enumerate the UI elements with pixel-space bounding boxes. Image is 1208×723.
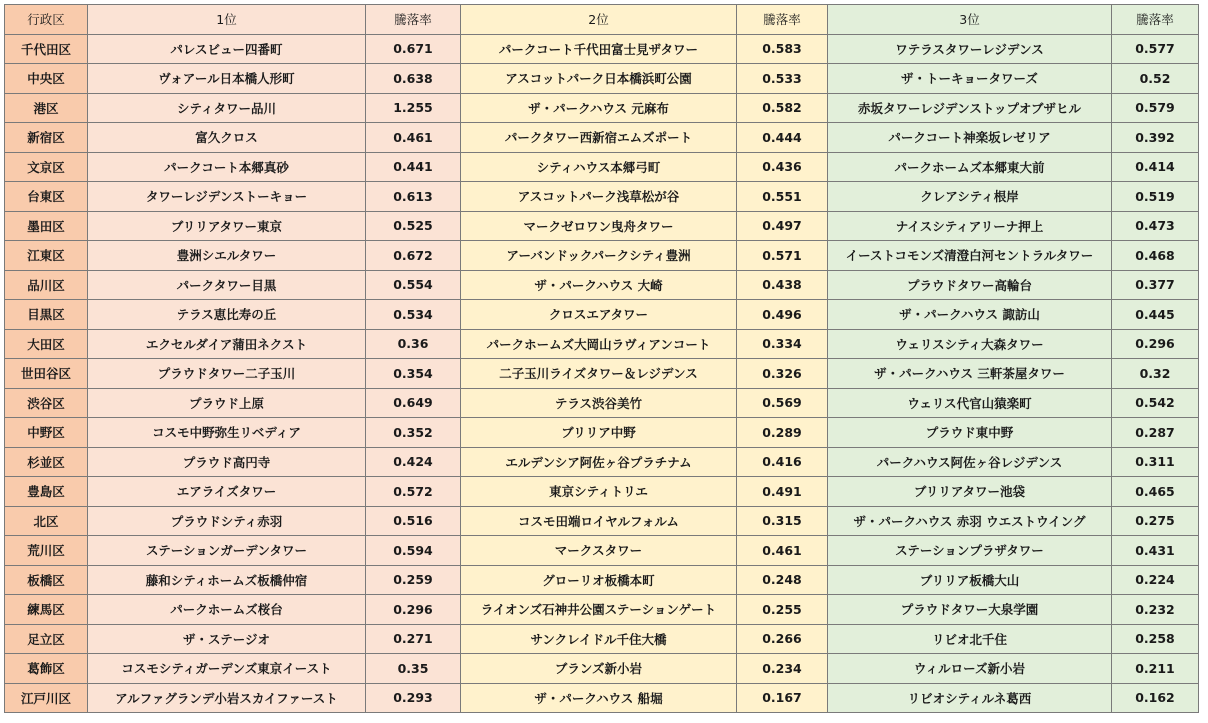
rank1-rate-cell: 0.525 (366, 211, 461, 241)
rank2-name-cell: エルデンシア阿佐ヶ谷プラチナム (461, 447, 737, 477)
rank2-name-cell: 東京シティトリエ (461, 477, 737, 507)
ward-cell: 品川区 (5, 270, 88, 300)
rank1-rate-cell: 0.671 (366, 34, 461, 64)
rank2-rate-cell: 0.255 (737, 595, 828, 625)
table-row (5, 595, 1199, 625)
rank1-rate-cell: 1.255 (366, 93, 461, 123)
rank3-name-cell: クレアシティ根岸 (828, 182, 1112, 212)
table-row (5, 683, 1199, 713)
rank3-rate-cell: 0.275 (1112, 506, 1199, 536)
rank1-name-cell: プラウドシティ赤羽 (88, 506, 366, 536)
rank3-rate-cell: 0.211 (1112, 654, 1199, 684)
rank3-rate-cell: 0.287 (1112, 418, 1199, 448)
table-row (5, 654, 1199, 684)
ward-cell: 江東区 (5, 241, 88, 271)
rank1-name-cell: アルファグランデ小岩スカイファースト (88, 683, 366, 713)
rank1-rate-cell: 0.354 (366, 359, 461, 389)
rank2-name-cell: ブランズ新小岩 (461, 654, 737, 684)
table-row (5, 624, 1199, 654)
table-row (5, 211, 1199, 241)
ward-cell: 足立区 (5, 624, 88, 654)
rank1-rate-cell: 0.672 (366, 241, 461, 271)
rank2-rate-cell: 0.234 (737, 654, 828, 684)
rank3-rate-cell: 0.377 (1112, 270, 1199, 300)
header-rank3: 3位 (828, 5, 1112, 35)
rank2-rate-cell: 0.444 (737, 123, 828, 153)
table-row (5, 152, 1199, 182)
rank3-name-cell: イーストコモンズ清澄白河セントラルタワー (828, 241, 1112, 271)
rank3-rate-cell: 0.542 (1112, 388, 1199, 418)
rank3-name-cell: プラウドタワー大泉学園 (828, 595, 1112, 625)
table-row (5, 536, 1199, 566)
rank3-name-cell: ザ・トーキョータワーズ (828, 64, 1112, 94)
rank2-name-cell: アスコットパーク浅草松が谷 (461, 182, 737, 212)
rank1-rate-cell: 0.424 (366, 447, 461, 477)
rank1-rate-cell: 0.516 (366, 506, 461, 536)
ward-cell: 杉並区 (5, 447, 88, 477)
rank2-rate-cell: 0.551 (737, 182, 828, 212)
ward-cell: 中野区 (5, 418, 88, 448)
rank2-rate-cell: 0.266 (737, 624, 828, 654)
ward-cell: 文京区 (5, 152, 88, 182)
table-row (5, 241, 1199, 271)
ward-cell: 豊島区 (5, 477, 88, 507)
header-rate2: 騰落率 (737, 5, 828, 35)
rank1-name-cell: エアライズタワー (88, 477, 366, 507)
rank1-rate-cell: 0.638 (366, 64, 461, 94)
rank1-name-cell: プラウド高円寺 (88, 447, 366, 477)
rank2-rate-cell: 0.248 (737, 565, 828, 595)
ward-cell: 渋谷区 (5, 388, 88, 418)
rank1-name-cell: ヴォアール日本橋人形町 (88, 64, 366, 94)
rank2-rate-cell: 0.583 (737, 34, 828, 64)
ward-cell: 目黒区 (5, 300, 88, 330)
rank1-rate-cell: 0.441 (366, 152, 461, 182)
rank3-name-cell: ステーションプラザタワー (828, 536, 1112, 566)
rank3-name-cell: ブリリア板橋大山 (828, 565, 1112, 595)
rank2-name-cell: マークスタワー (461, 536, 737, 566)
table-row (5, 477, 1199, 507)
ranking-table (4, 4, 1199, 713)
rank3-name-cell: ワテラスタワーレジデンス (828, 34, 1112, 64)
rank2-name-cell: マークゼロワン曳舟タワー (461, 211, 737, 241)
rank3-name-cell: 赤坂タワーレジデンストップオブザヒル (828, 93, 1112, 123)
ward-cell: 港区 (5, 93, 88, 123)
rank3-rate-cell: 0.162 (1112, 683, 1199, 713)
rank3-rate-cell: 0.414 (1112, 152, 1199, 182)
ward-cell: 台東区 (5, 182, 88, 212)
rank3-rate-cell: 0.468 (1112, 241, 1199, 271)
rank3-rate-cell: 0.519 (1112, 182, 1199, 212)
rank3-name-cell: ブリリアタワー池袋 (828, 477, 1112, 507)
rank1-rate-cell: 0.613 (366, 182, 461, 212)
table-row (5, 418, 1199, 448)
ward-cell: 墨田区 (5, 211, 88, 241)
rank2-rate-cell: 0.416 (737, 447, 828, 477)
rank2-name-cell: アスコットパーク日本橋浜町公園 (461, 64, 737, 94)
rank2-rate-cell: 0.533 (737, 64, 828, 94)
table-row (5, 34, 1199, 64)
rank2-name-cell: テラス渋谷美竹 (461, 388, 737, 418)
rank3-rate-cell: 0.577 (1112, 34, 1199, 64)
rank2-name-cell: コスモ田端ロイヤルフォルム (461, 506, 737, 536)
rank3-name-cell: プラウドタワー高輪台 (828, 270, 1112, 300)
rank2-name-cell: ザ・パークハウス 大崎 (461, 270, 737, 300)
rank1-name-cell: エクセルダイア蒲田ネクスト (88, 329, 366, 359)
rank1-name-cell: 藤和シティホームズ板橋仲宿 (88, 565, 366, 595)
rank3-name-cell: パークホームズ本郷東大前 (828, 152, 1112, 182)
header-rate3: 騰落率 (1112, 5, 1199, 35)
table-row (5, 64, 1199, 94)
ward-cell: 板橋区 (5, 565, 88, 595)
header-row (5, 5, 1199, 35)
rank3-rate-cell: 0.431 (1112, 536, 1199, 566)
rank1-name-cell: 豊洲シエルタワー (88, 241, 366, 271)
rank3-name-cell: プラウド東中野 (828, 418, 1112, 448)
rank3-name-cell: リビオシティルネ葛西 (828, 683, 1112, 713)
rank1-rate-cell: 0.296 (366, 595, 461, 625)
rank2-rate-cell: 0.569 (737, 388, 828, 418)
rank3-name-cell: リビオ北千住 (828, 624, 1112, 654)
rank2-rate-cell: 0.289 (737, 418, 828, 448)
ward-cell: 新宿区 (5, 123, 88, 153)
rank1-name-cell: パレスビュー四番町 (88, 34, 366, 64)
rank2-name-cell: パークタワー西新宿エムズポート (461, 123, 737, 153)
rank3-rate-cell: 0.52 (1112, 64, 1199, 94)
rank2-rate-cell: 0.326 (737, 359, 828, 389)
rank1-name-cell: ステーションガーデンタワー (88, 536, 366, 566)
rank2-rate-cell: 0.315 (737, 506, 828, 536)
rank2-name-cell: シティハウス本郷弓町 (461, 152, 737, 182)
rank3-name-cell: ウィルローズ新小岩 (828, 654, 1112, 684)
rank2-name-cell: アーバンドックパークシティ豊洲 (461, 241, 737, 271)
rank2-rate-cell: 0.491 (737, 477, 828, 507)
rank2-rate-cell: 0.582 (737, 93, 828, 123)
rank2-name-cell: ザ・パークハウス 元麻布 (461, 93, 737, 123)
header-ward: 行政区 (5, 5, 88, 35)
rank3-rate-cell: 0.232 (1112, 595, 1199, 625)
rank2-name-cell: ブリリア中野 (461, 418, 737, 448)
rank3-name-cell: ウェリスシティ大森タワー (828, 329, 1112, 359)
rank1-name-cell: ブリリアタワー東京 (88, 211, 366, 241)
rank2-rate-cell: 0.334 (737, 329, 828, 359)
rank2-name-cell: グローリオ板橋本町 (461, 565, 737, 595)
table-row (5, 123, 1199, 153)
rank1-rate-cell: 0.461 (366, 123, 461, 153)
rank1-name-cell: プラウド上原 (88, 388, 366, 418)
rank3-name-cell: ザ・パークハウス 諏訪山 (828, 300, 1112, 330)
table-row (5, 182, 1199, 212)
header-rank1: 1位 (88, 5, 366, 35)
rank1-name-cell: ザ・ステージオ (88, 624, 366, 654)
rank2-rate-cell: 0.438 (737, 270, 828, 300)
ward-cell: 大田区 (5, 329, 88, 359)
rank1-name-cell: タワーレジデンストーキョー (88, 182, 366, 212)
rank1-rate-cell: 0.293 (366, 683, 461, 713)
rank3-rate-cell: 0.445 (1112, 300, 1199, 330)
rank1-rate-cell: 0.35 (366, 654, 461, 684)
rank3-name-cell: ウェリス代官山猿楽町 (828, 388, 1112, 418)
rank2-rate-cell: 0.497 (737, 211, 828, 241)
rank1-rate-cell: 0.554 (366, 270, 461, 300)
rank3-name-cell: ザ・パークハウス 赤羽 ウエストウイング (828, 506, 1112, 536)
rank2-rate-cell: 0.461 (737, 536, 828, 566)
rank3-name-cell: パークハウス阿佐ヶ谷レジデンス (828, 447, 1112, 477)
rank1-rate-cell: 0.271 (366, 624, 461, 654)
table-row (5, 447, 1199, 477)
rank3-name-cell: パークコート神楽坂レゼリア (828, 123, 1112, 153)
rank1-rate-cell: 0.649 (366, 388, 461, 418)
ward-cell: 中央区 (5, 64, 88, 94)
rank1-name-cell: パークタワー目黒 (88, 270, 366, 300)
rank3-rate-cell: 0.224 (1112, 565, 1199, 595)
header-rate1: 騰落率 (366, 5, 461, 35)
rank1-rate-cell: 0.594 (366, 536, 461, 566)
rank2-name-cell: ザ・パークハウス 船堀 (461, 683, 737, 713)
rank1-name-cell: シティタワー品川 (88, 93, 366, 123)
rank2-rate-cell: 0.167 (737, 683, 828, 713)
rank3-name-cell: ナイスシティアリーナ押上 (828, 211, 1112, 241)
rank3-rate-cell: 0.311 (1112, 447, 1199, 477)
ward-cell: 千代田区 (5, 34, 88, 64)
rank3-rate-cell: 0.579 (1112, 93, 1199, 123)
rank2-rate-cell: 0.496 (737, 300, 828, 330)
rank3-rate-cell: 0.32 (1112, 359, 1199, 389)
table-row (5, 270, 1199, 300)
rank2-name-cell: パークホームズ大岡山ラヴィアンコート (461, 329, 737, 359)
ward-cell: 練馬区 (5, 595, 88, 625)
rank1-rate-cell: 0.259 (366, 565, 461, 595)
rank3-rate-cell: 0.473 (1112, 211, 1199, 241)
table-row (5, 388, 1199, 418)
table-body (5, 34, 1199, 713)
ward-cell: 葛飾区 (5, 654, 88, 684)
rank1-name-cell: 富久クロス (88, 123, 366, 153)
ward-cell: 世田谷区 (5, 359, 88, 389)
rank3-rate-cell: 0.465 (1112, 477, 1199, 507)
rank2-name-cell: パークコート千代田富士見ザタワー (461, 34, 737, 64)
rank3-name-cell: ザ・パークハウス 三軒茶屋タワー (828, 359, 1112, 389)
rank1-rate-cell: 0.352 (366, 418, 461, 448)
rank1-name-cell: パークホームズ桜台 (88, 595, 366, 625)
rank3-rate-cell: 0.392 (1112, 123, 1199, 153)
rank1-name-cell: コスモシティガーデンズ東京イースト (88, 654, 366, 684)
table-row (5, 329, 1199, 359)
header-rank2: 2位 (461, 5, 737, 35)
table-row (5, 359, 1199, 389)
table-row (5, 506, 1199, 536)
rank1-name-cell: テラス恵比寿の丘 (88, 300, 366, 330)
rank1-name-cell: パークコート本郷真砂 (88, 152, 366, 182)
table-row (5, 93, 1199, 123)
rank2-name-cell: クロスエアタワー (461, 300, 737, 330)
rank1-name-cell: コスモ中野弥生リベディア (88, 418, 366, 448)
rank2-rate-cell: 0.571 (737, 241, 828, 271)
ward-cell: 荒川区 (5, 536, 88, 566)
rank1-rate-cell: 0.572 (366, 477, 461, 507)
rank1-rate-cell: 0.534 (366, 300, 461, 330)
rank3-rate-cell: 0.296 (1112, 329, 1199, 359)
rank1-name-cell: プラウドタワー二子玉川 (88, 359, 366, 389)
rank2-name-cell: ライオンズ石神井公園ステーションゲート (461, 595, 737, 625)
rank2-rate-cell: 0.436 (737, 152, 828, 182)
ward-cell: 北区 (5, 506, 88, 536)
ward-cell: 江戸川区 (5, 683, 88, 713)
rank2-name-cell: 二子玉川ライズタワー＆レジデンス (461, 359, 737, 389)
table-row (5, 300, 1199, 330)
rank2-name-cell: サンクレイドル千住大橋 (461, 624, 737, 654)
table-row (5, 565, 1199, 595)
rank1-rate-cell: 0.36 (366, 329, 461, 359)
rank3-rate-cell: 0.258 (1112, 624, 1199, 654)
